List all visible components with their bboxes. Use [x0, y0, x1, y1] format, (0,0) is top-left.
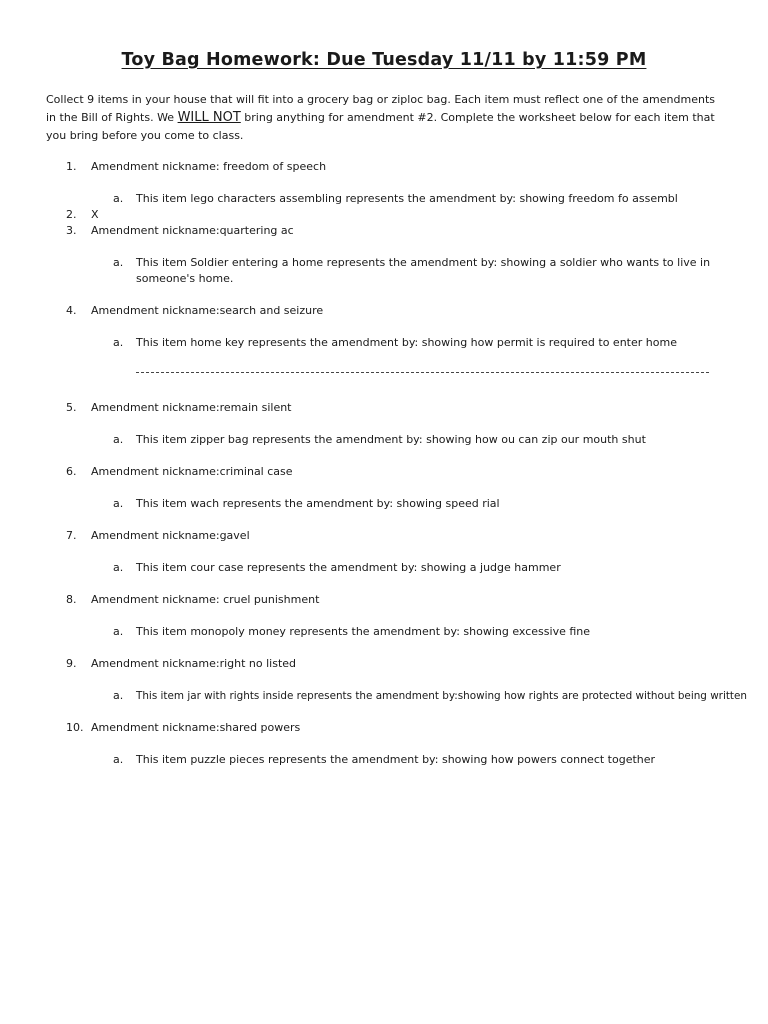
- amendment-nickname: Amendment nickname: cruel punishment: [91, 593, 320, 606]
- amendment-nickname: Amendment nickname:criminal case: [91, 465, 293, 478]
- item-number: 7.: [66, 529, 77, 542]
- answer-line: [136, 372, 709, 373]
- will-not-emphasis: WILL NOT: [177, 110, 241, 125]
- page-title: Toy Bag Homework: Due Tuesday 11/11 by 11:59 PM: [121, 50, 647, 70]
- sub-letter: a.: [113, 192, 124, 205]
- item-number: 5.: [66, 401, 77, 414]
- item-number: 6.: [66, 465, 77, 478]
- amendment-nickname: Amendment nickname:quartering ac: [91, 224, 294, 237]
- sub-letter: a.: [113, 336, 124, 349]
- item-description: This item jar with rights inside represents the amendment by:showing how rights are protected without being written: [136, 690, 747, 702]
- instructions-paragraph: Collect 9 items in your house that will fit into a grocery bag or ziploc bag. Each item must reflect one of the amendments in the Bill of Rights. We WILL NOT bring anything for amendment #2. Complete the worksheet below for each item that you bring before you come to class.: [46, 93, 715, 142]
- item-description: This item monopoly money represents the amendment by: showing excessive fine: [136, 625, 591, 638]
- item-number: 3.: [66, 224, 77, 237]
- item-description: This item Soldier entering a home represents the amendment by: showing a soldier who wants to live in someone's home.: [136, 256, 711, 285]
- amendment-nickname: Amendment nickname:remain silent: [91, 401, 292, 414]
- item-number: 4.: [66, 304, 77, 317]
- sub-letter: a.: [113, 625, 124, 638]
- item-number: 9.: [66, 657, 77, 670]
- item-number: 2.: [66, 208, 77, 221]
- amendment-nickname: Amendment nickname:search and seizure: [91, 304, 324, 317]
- item-description: This item lego characters assembling represents the amendment by: showing freedom fo assembl: [136, 192, 678, 205]
- amendment-nickname: Amendment nickname:shared powers: [91, 721, 301, 734]
- item-description: This item wach represents the amendment by: showing speed rial: [136, 497, 500, 510]
- sub-letter: a.: [113, 561, 124, 574]
- item-description: This item home key represents the amendment by: showing how permit is required to enter home: [136, 336, 677, 349]
- sub-letter: a.: [113, 256, 124, 269]
- item-number: 1.: [66, 160, 77, 173]
- item-number: 10.: [66, 721, 84, 734]
- sub-letter: a.: [113, 433, 124, 446]
- amendment-nickname: X: [91, 208, 99, 221]
- sub-letter: a.: [113, 753, 124, 766]
- sub-letter: a.: [113, 689, 124, 702]
- amendment-nickname: Amendment nickname:gavel: [91, 529, 250, 542]
- item-description: This item zipper bag represents the amendment by: showing how ou can zip our mouth shut: [136, 433, 646, 446]
- sub-letter: a.: [113, 497, 124, 510]
- item-number: 8.: [66, 593, 77, 606]
- item-description: This item cour case represents the amendment by: showing a judge hammer: [136, 561, 561, 574]
- amendment-nickname: Amendment nickname: freedom of speech: [91, 160, 327, 173]
- item-description: This item puzzle pieces represents the amendment by: showing how powers connect together: [136, 753, 656, 766]
- amendment-nickname: Amendment nickname:right no listed: [91, 657, 297, 670]
